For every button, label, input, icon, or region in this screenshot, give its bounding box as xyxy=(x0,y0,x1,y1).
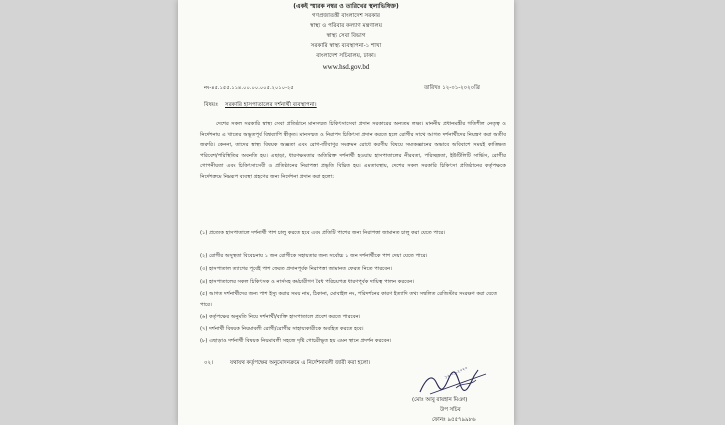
directive-item: (৫) আগত দর্শনার্থীদের জন্য পাশ ইস্যু করার সময় নাম, ঠিকানা, মোবাইল নং, পরিদর্শনের কারণ ইত্যাদি তথ্য সম্বলিত রেজিস্টার সংরক্ষণ করা যেতে পারে। xyxy=(200,291,498,308)
directive-item: (৬) কর্তৃপক্ষের অনুমতি নিয়ে দর্শনার্থী/ব্যক্তি হাসপাতালে প্রবেশ করতে পারবেন। xyxy=(200,314,361,320)
directive-item: (৩) হাসপাতাল ত্যাগের পূর্বেই পাশ ফেরত প্রদানপূর্বক নিরাপত্তা জামানত ফেরত নিতে পারবেন। xyxy=(200,266,393,272)
directive-item: (৪) হাসপাতালের সকল চিকিৎসক ও নার্সসহ কর্মচারীগণ বৈধ পরিচয়পত্র ধারণপূর্বক দায়িত্ব পালন করবেন। xyxy=(200,279,415,285)
memo-date: তারিখঃ ১২-০১-২০২০খ্রি xyxy=(424,85,480,91)
directive-item: (৭) দর্শনার্থী বিষয়ক নিয়মাবলী রোগী/রোগীর সাহায্যকারীকে অবহিত করতে হবে। xyxy=(200,326,364,332)
signatory-designation: উপ সচিব xyxy=(440,407,461,413)
subject-text: সরকারি হাসপাতালের দর্শনার্থী ব্যবস্থাপনা। xyxy=(225,102,317,108)
signature-date: ১২-০১-২০২০ xyxy=(443,365,469,380)
directive-item: (১) প্রত্যেক হাসপাতালে দর্শনার্থী পাশ চালু করতে হবে এবং প্রতিটি পাশের জন্য নিরাপত্তা জামানত চালু করা যেতে পারে। xyxy=(200,230,446,236)
closing-number: ০২। xyxy=(204,360,213,366)
header-ministry: স্বাস্থ্য ও পরিবার কল্যাণ মন্ত্রণালয় xyxy=(309,23,383,29)
closing-text: যথাযথ কর্তৃপক্ষের অনুমোদনক্রমে এ নির্দেশনাবলী জারী করা হলো। xyxy=(230,360,371,366)
subject-label: বিষয়ঃ xyxy=(204,102,219,108)
header-branch: সরকারি স্বাস্থ্য ব্যবস্থাপনা-১ শাখা xyxy=(310,43,382,49)
memo-number: নং-৪৫.১৫৫.১১৪.০০.০০.০০৫.২০১০-২৫ xyxy=(204,85,294,91)
header-website: www.hsd.gov.bd xyxy=(322,63,370,71)
body-paragraph: দেশের সকল সরকারি স্বাস্থ্য সেবা প্রতিষ্ঠানে মানসম্মত চিকিৎসাসেবা প্রদান সরকারের অন্যতম লক্ষ্য। মাননীয় প্রধানমন্ত্রীর গতিশীল নেতৃত্ব ও নির্দেশনায় এ খাতের অভূতপূর্ব বিশ্বব্যাপি স্বীকৃত। মানসম্মত ও নিরাপদ চিকিৎসা প্রদান করতে হলে রোগীর সাথে আগত দর্শনার্থীদের নিয়ন্ত্রণ করা অতীব জরুরি। কেননা, তাদের স্বাস্থ্য বিষয়ক অজ্ঞতা এবং রোগ-জীবাণুর সংক্রমন রোধে করণীয় বিষয়ে সম্যকজ্ঞানের অভাবে অবিবাশে সময়ই কাঙ্ক্ষিত পরিবেশ/পরিস্থিতির অবনতি হয়। এছাড়া, ধারণক্ষমতার অতিরিক্ত দর্শনার্থী হওয়ায় হাসপাতালের নীরবতা, পরিচ্ছন্নতা, ইউটিলিটি সার্ভিস, রোগীর গোপনীয়তা এবং চিকিৎসাসেবী ও প্রতিষ্ঠানের নিরাপত্তা প্রভৃতি বিঘ্নিত হয়। এমতাবস্থায়, দেশের সকল সরকারি চিকিৎসা প্রতিষ্ঠানের কর্তৃপক্ষকে নির্দেশক্রমে নিম্নরূপ ব্যবস্থা গ্রহণের জন্য নির্দেশনা প্রদান করা হলো: xyxy=(200,121,506,180)
header-government: গণপ্রজাতন্ত্রী বাংলাদেশ সরকার xyxy=(312,13,380,19)
header-division: স্বাস্থ্য সেবা বিভাগ xyxy=(326,33,366,39)
header-note: (একই স্মারক নম্বর ও তারিখের স্থলাভিষিক্ত) xyxy=(293,3,399,10)
signatory-name: (মোঃ আবু রায়হান মিঞা) xyxy=(412,397,468,403)
directive-item: (৮) এছাড়াও দর্শনার্থী বিষয়ক নিয়মাবলী সহজে দৃষ্টি গোচরীভূত হয় এমন স্থানে প্রদর্শন করবেন। xyxy=(200,338,392,344)
header-address: বাংলাদেশ সচিবালয়, ঢাকা। xyxy=(316,53,376,59)
signatory-phone: ফোনঃ ৯৫৫৭৯৯৮৬ xyxy=(432,417,476,423)
directive-item: (২) রোগীর অসুস্থতা বিবেচনায় ১ জন রোগীকে সহায়তার জন্য সর্বোচ্চ ১ জন দর্শনার্থীকে পাশ দেয়া যেতে পারে। xyxy=(200,253,428,259)
letter-page xyxy=(178,0,514,425)
